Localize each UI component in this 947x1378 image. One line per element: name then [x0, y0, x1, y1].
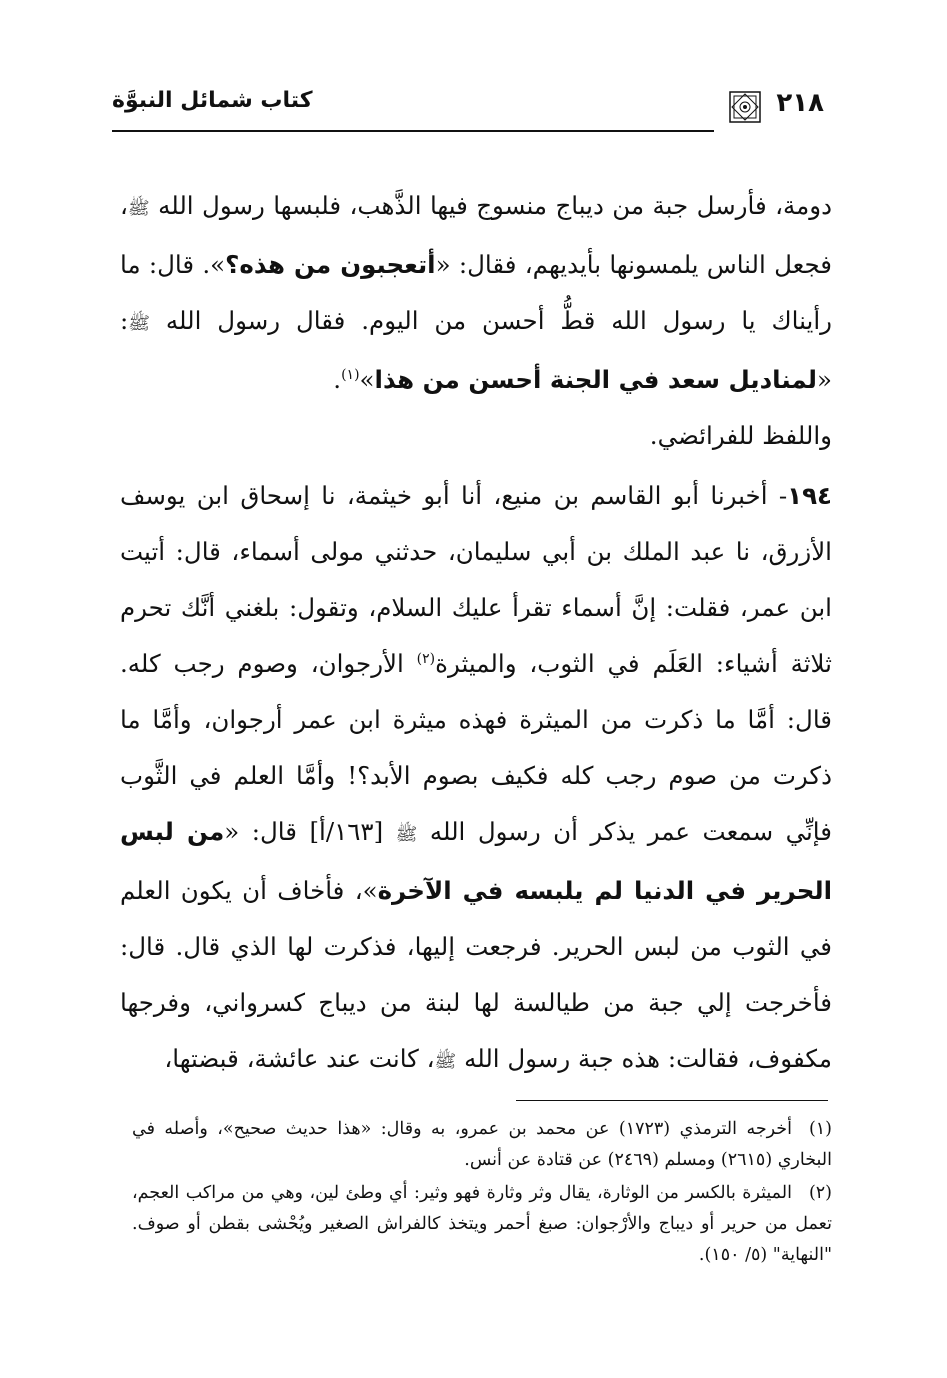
footnote-text: الميثرة بالكسر من الوثارة، يقال وثر وثارة فهو وثير: أي وطئ لين، وهي من مراكب العجم، تعمل من حرير أو ديباج والأرْجوان: صبغ أحمر ويتخذ كالفراش الصغير ويُحْشى بقطن أو صوف. "النهاية" (٥/ ١٥٠). [132, 1183, 832, 1265]
ornament-icon [728, 90, 762, 124]
salawat-icon: ﷺ [127, 198, 150, 219]
footnote-separator [516, 1100, 828, 1101]
book-title: كتاب شمائل النبوَّة [112, 88, 313, 113]
paragraph-2: واللفظ للفرائضي. [649, 421, 832, 450]
salawat-icon: ﷺ [434, 1051, 457, 1072]
footnote-ref-1[interactable]: (١) [341, 366, 360, 383]
footnote-2 [132, 1178, 832, 1271]
page-number: ٢١٨ [776, 88, 824, 118]
hadith-number: ١٩٤ [787, 481, 832, 510]
paragraph-1: دومة، فأرسل جبة من ديباج منسوج فيها الذَّهب، فلبسها رسول الله ﷺ، فجعل الناس يلمسونها بأيديهم، فقال: «أتعجبون من هذه؟». قال: ما رأيناك يا رسول الله قطُّ أحسن من اليوم. فقال رسول الله ﷺ: «لمناديل سعد في الجنة أحسن من هذا»$^{(١)}$. [120, 191, 832, 394]
paragraph-hadith-194: ١٩٤- أخبرنا أبو القاسم بن منيع، أنا أبو خيثمة، نا إسحاق ابن يوسف الأزرق، نا عبد الملك بن أبي سليمان، حدثني مولى أسماء، قال: أتيت ابن عمر، فقلت: إنَّ أسماء تقرأ عليك السلام، وتقول: بلغني أنَّك تحرم ثلاثة أشياء: العَلَم في الثوب، والميثرة$^{(٢)}$ الأرجوان، وصوم رجب كله. قال: أمَّا ما ذكرت من الميثرة فهذه ميثرة ابن عمر أرجوان، وأمَّا ما ذكرت من صوم رجب كله فكيف بصوم الأبد؟! وأمَّا العلم في الثَّوب فإنِّي سمعت عمر يذكر أن رسول الله ﷺ [١٦٣/أ] قال: «من لبس الحرير في الدنيا لم يلبسه في الآخرة»، فأخاف أن يكون العلم في الثوب من لبس الحرير. فرجعت إليها، فذكرت لها الذي قال. قال: فأخرجت إلي جبة من طيالسة لها لبنة من ديباج كسرواني، وفرجها مكفوف، فقالت: هذه جبة رسول الله ﷺ، كانت عند عائشة، قبضتها، [120, 481, 832, 1073]
salawat-icon: ﷺ [128, 313, 151, 334]
header-rule [112, 130, 714, 132]
footnote-text: أخرجه الترمذي (١٧٢٣) عن محمد بن عمرو، به وقال: «هذا حديث صحيح»، وأصله في البخاري (٢٦١٥) ومسلم (٢٤٦٩) عن قتادة عن أنس. [132, 1119, 832, 1170]
footnote-ref-2[interactable]: (٢) [416, 650, 436, 667]
salawat-icon: ﷺ [395, 824, 418, 845]
footnote-1 [132, 1114, 832, 1176]
quote-bold-3: من لبس الحرير في الدنيا لم يلبسه في الآخرة [120, 817, 832, 905]
footnote-mark: (٢) [808, 1183, 832, 1203]
quote-bold-2: لمناديل سعد في الجنة أحسن من هذا [374, 365, 817, 394]
footnotes [132, 1114, 832, 1273]
main-text [120, 178, 832, 1090]
footnote-mark: (١) [808, 1119, 832, 1139]
quote-bold-1: أتعجبون من هذه؟ [225, 250, 436, 279]
running-header [112, 84, 824, 146]
